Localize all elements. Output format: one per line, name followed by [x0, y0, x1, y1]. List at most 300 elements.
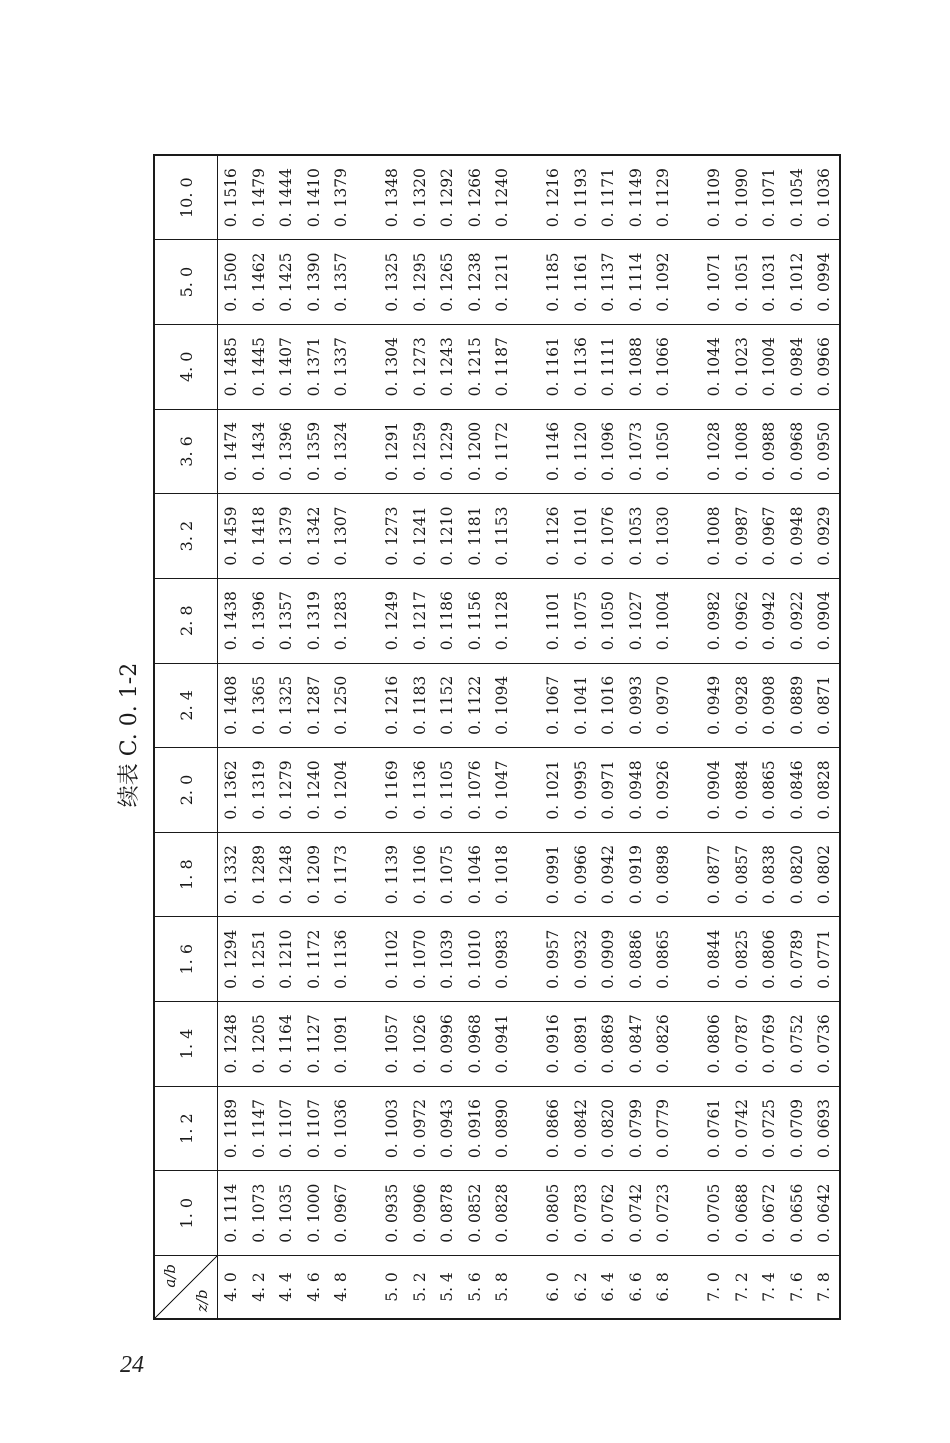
column-header: 1. 0	[154, 1171, 218, 1256]
table-cell: 0. 0723	[650, 1171, 678, 1256]
table-cell: 0. 1390	[301, 240, 329, 325]
row-header-z: 7. 2	[732, 1272, 751, 1302]
row-header-z: 5. 2	[410, 1272, 429, 1302]
table-cell: 0. 1181	[462, 494, 490, 579]
table-cell: 0. 0926	[650, 748, 678, 833]
table-cell: 0. 0742	[729, 1086, 757, 1171]
table-cell: 0. 1136	[407, 748, 435, 833]
table-cell: 0. 1030	[650, 494, 678, 579]
table-cell: 0. 0884	[729, 748, 757, 833]
column-header: 3. 2	[154, 494, 218, 579]
table-cell: 0. 1012	[784, 240, 812, 325]
table-cell: 0. 1091	[328, 1002, 356, 1087]
table-cell: 0. 1266	[462, 155, 490, 240]
table-cell: 0. 0806	[701, 1002, 729, 1087]
table-cell: 0. 1044	[701, 324, 729, 409]
row-header-z: 5. 6	[465, 1272, 484, 1302]
table-row	[489, 155, 517, 1319]
table-cell: 0. 0787	[729, 1002, 757, 1087]
table-cell: 0. 1090	[729, 155, 757, 240]
table-cell: 0. 0972	[407, 1086, 435, 1171]
table-row	[407, 155, 435, 1319]
table-cell: 0. 1240	[301, 748, 329, 833]
table-cell: 0. 1445	[246, 324, 274, 409]
table-body	[218, 155, 840, 1319]
table-cell: 0. 0820	[595, 1086, 623, 1171]
table-cell: 0. 1444	[273, 155, 301, 240]
table-cell: 0. 1292	[434, 155, 462, 240]
table-cell: 0. 0783	[568, 1171, 596, 1256]
table-cell: 0. 0966	[568, 832, 596, 917]
table-cell: 0. 0844	[701, 917, 729, 1002]
table-row	[756, 155, 784, 1319]
row-header-z: 4. 8	[332, 1272, 351, 1302]
row-header-z: 4. 6	[304, 1272, 323, 1302]
table-header-row	[154, 155, 218, 1319]
table-row	[434, 155, 462, 1319]
table-cell: 0. 0994	[811, 240, 840, 325]
row-header-z: 5. 4	[438, 1272, 457, 1302]
table-cell: 0. 0789	[784, 917, 812, 1002]
table-cell: 0. 1051	[729, 240, 757, 325]
table-cell: 0. 1250	[328, 663, 356, 748]
table-cell: 0. 1479	[246, 155, 274, 240]
table-cell: 0. 0889	[784, 663, 812, 748]
table-cell: 0. 1106	[407, 832, 435, 917]
table-cell: 0. 0847	[623, 1002, 651, 1087]
table-row	[701, 155, 729, 1319]
table-cell: 0. 1408	[218, 663, 246, 748]
table-cell: 0. 1094	[489, 663, 517, 748]
table-cell: 0. 0736	[811, 1002, 840, 1087]
table-cell: 0. 0942	[595, 832, 623, 917]
table-cell: 0. 0890	[489, 1086, 517, 1171]
table-cell: 0. 1071	[756, 155, 784, 240]
table-cell: 0. 1304	[379, 324, 407, 409]
table-row	[218, 155, 246, 1319]
table-cell: 0. 1161	[568, 240, 596, 325]
row-header-z: 7. 8	[815, 1272, 834, 1302]
row-header-z: 4. 2	[249, 1272, 268, 1302]
corner-label-ab: a/b	[161, 1264, 179, 1288]
table-cell: 0. 0642	[811, 1171, 840, 1256]
table-cell: 0. 1146	[540, 409, 568, 494]
table-cell: 0. 1164	[273, 1002, 301, 1087]
table-cell: 0. 1008	[701, 494, 729, 579]
row-header-z: 4. 4	[277, 1272, 296, 1302]
table-row	[784, 155, 812, 1319]
table-row	[568, 155, 596, 1319]
table-cell: 0. 0826	[650, 1002, 678, 1087]
row-header-z: 7. 6	[787, 1272, 806, 1302]
table-cell: 0. 0898	[650, 832, 678, 917]
table-cell: 0. 1243	[434, 324, 462, 409]
table-cell: 0. 1147	[246, 1086, 274, 1171]
table-cell: 0. 0771	[811, 917, 840, 1002]
table-row	[650, 155, 678, 1319]
table-cell: 0. 1365	[246, 663, 274, 748]
table-cell: 0. 1070	[407, 917, 435, 1002]
table-cell: 0. 1101	[568, 494, 596, 579]
table-cell: 0. 1004	[650, 578, 678, 663]
group-spacer-row	[356, 155, 379, 1319]
table-cell: 0. 0806	[756, 917, 784, 1002]
row-header-z: 6. 8	[654, 1272, 673, 1302]
column-header: 1. 4	[154, 1002, 218, 1087]
table-cell: 0. 1359	[301, 409, 329, 494]
table-cell: 0. 1204	[328, 748, 356, 833]
table-cell: 0. 1152	[434, 663, 462, 748]
table-cell: 0. 1107	[273, 1086, 301, 1171]
table-cell: 0. 1010	[462, 917, 490, 1002]
table-cell: 0. 1028	[701, 409, 729, 494]
table-row	[273, 155, 301, 1319]
coefficient-table	[153, 154, 841, 1320]
table-cell: 0. 1076	[595, 494, 623, 579]
column-header: 1. 8	[154, 832, 218, 917]
table-cell: 0. 0922	[784, 578, 812, 663]
table-cell: 0. 0877	[701, 832, 729, 917]
table-cell: 0. 1283	[328, 578, 356, 663]
table-cell: 0. 1031	[756, 240, 784, 325]
row-header-z: 6. 4	[599, 1272, 618, 1302]
column-header: 2. 4	[154, 663, 218, 748]
table-cell: 0. 0805	[540, 1171, 568, 1256]
table-cell: 0. 1215	[462, 324, 490, 409]
table-cell: 0. 0948	[623, 748, 651, 833]
table-cell: 0. 0991	[540, 832, 568, 917]
table-cell: 0. 1075	[434, 832, 462, 917]
table-cell: 0. 1291	[379, 409, 407, 494]
table-cell: 0. 1046	[462, 832, 490, 917]
table-cell: 0. 1289	[246, 832, 274, 917]
table-cell: 0. 1136	[328, 917, 356, 1002]
table-cell: 0. 1229	[434, 409, 462, 494]
table-cell: 0. 1407	[273, 324, 301, 409]
table-cell: 0. 0966	[811, 324, 840, 409]
table-cell: 0. 1111	[595, 324, 623, 409]
table-cell: 0. 1153	[489, 494, 517, 579]
table-cell: 0. 1122	[462, 663, 490, 748]
table-cell: 0. 1294	[218, 917, 246, 1002]
table-cell: 0. 0971	[595, 748, 623, 833]
table-cell: 0. 1396	[246, 578, 274, 663]
table-cell: 0. 1114	[218, 1171, 246, 1256]
table-cell: 0. 1500	[218, 240, 246, 325]
table-cell: 0. 1396	[273, 409, 301, 494]
row-header-z: 5. 0	[382, 1272, 401, 1302]
table-cell: 0. 1027	[623, 578, 651, 663]
row-header-z: 6. 2	[571, 1272, 590, 1302]
table-title: 续表 C. 0. 1-2	[117, 662, 142, 808]
table-cell: 0. 1003	[379, 1086, 407, 1171]
table-cell: 0. 0802	[811, 832, 840, 917]
table-cell: 0. 1320	[407, 155, 435, 240]
table-cell: 0. 1088	[623, 324, 651, 409]
table-cell: 0. 1205	[246, 1002, 274, 1087]
table-cell: 0. 1109	[701, 155, 729, 240]
table-cell: 0. 1129	[650, 155, 678, 240]
table-cell: 0. 0942	[756, 578, 784, 663]
table-cell: 0. 1096	[595, 409, 623, 494]
table-cell: 0. 1249	[379, 578, 407, 663]
table-cell: 0. 0820	[784, 832, 812, 917]
column-header: 3. 6	[154, 409, 218, 494]
table-row	[811, 155, 840, 1319]
table-cell: 0. 0983	[489, 917, 517, 1002]
table-cell: 0. 1050	[650, 409, 678, 494]
table-row	[729, 155, 757, 1319]
table-cell: 0. 0842	[568, 1086, 596, 1171]
table-cell: 0. 0878	[434, 1171, 462, 1256]
table-cell: 0. 1438	[218, 578, 246, 663]
table-cell: 0. 1127	[301, 1002, 329, 1087]
table-cell: 0. 1273	[407, 324, 435, 409]
table-cell: 0. 1287	[301, 663, 329, 748]
table-cell: 0. 0672	[756, 1171, 784, 1256]
table-cell: 0. 0908	[756, 663, 784, 748]
table-cell: 0. 1021	[540, 748, 568, 833]
table-cell: 0. 0693	[811, 1086, 840, 1171]
table-row	[595, 155, 623, 1319]
row-header-z: 5. 8	[493, 1272, 512, 1302]
table-cell: 0. 0909	[595, 917, 623, 1002]
table-cell: 0. 0838	[756, 832, 784, 917]
table-cell: 0. 1187	[489, 324, 517, 409]
table-cell: 0. 0656	[784, 1171, 812, 1256]
table-cell: 0. 1004	[756, 324, 784, 409]
table-cell: 0. 0957	[540, 917, 568, 1002]
table-cell: 0. 1200	[462, 409, 490, 494]
table-cell: 0. 1054	[784, 155, 812, 240]
table-cell: 0. 1161	[540, 324, 568, 409]
table-cell: 0. 1211	[489, 240, 517, 325]
table-cell: 0. 1325	[273, 663, 301, 748]
table-cell: 0. 1067	[540, 663, 568, 748]
table-cell: 0. 1057	[379, 1002, 407, 1087]
table-cell: 0. 0871	[811, 663, 840, 748]
table-row	[379, 155, 407, 1319]
table-cell: 0. 0866	[540, 1086, 568, 1171]
group-spacer-row	[517, 155, 540, 1319]
table-cell: 0. 0828	[489, 1171, 517, 1256]
table-cell: 0. 1107	[301, 1086, 329, 1171]
table-cell: 0. 1379	[273, 494, 301, 579]
table-cell: 0. 1516	[218, 155, 246, 240]
table-cell: 0. 1189	[218, 1086, 246, 1171]
table-cell: 0. 1102	[379, 917, 407, 1002]
table-cell: 0. 1216	[379, 663, 407, 748]
table-cell: 0. 1036	[811, 155, 840, 240]
row-header-z: 6. 0	[543, 1272, 562, 1302]
table-cell: 0. 0948	[784, 494, 812, 579]
table-cell: 0. 1240	[489, 155, 517, 240]
table-cell: 0. 0919	[623, 832, 651, 917]
table-cell: 0. 1265	[434, 240, 462, 325]
table-cell: 0. 1186	[434, 578, 462, 663]
column-header: 5. 0	[154, 240, 218, 325]
table-cell: 0. 1474	[218, 409, 246, 494]
table-cell: 0. 1071	[701, 240, 729, 325]
table-cell: 0. 1101	[540, 578, 568, 663]
table-row	[328, 155, 356, 1319]
table-cell: 0. 1026	[407, 1002, 435, 1087]
corner-header-cell	[154, 1256, 218, 1320]
table-cell: 0. 1418	[246, 494, 274, 579]
table-cell: 0. 1259	[407, 409, 435, 494]
table-row	[301, 155, 329, 1319]
table-cell: 0. 0916	[540, 1002, 568, 1087]
column-header: 1. 6	[154, 917, 218, 1002]
table-cell: 0. 1342	[301, 494, 329, 579]
row-header-z: 7. 4	[760, 1272, 779, 1302]
table-cell: 0. 1036	[328, 1086, 356, 1171]
table-cell: 0. 0852	[462, 1171, 490, 1256]
table-cell: 0. 0988	[756, 409, 784, 494]
table-cell: 0. 1332	[218, 832, 246, 917]
table-cell: 0. 0846	[784, 748, 812, 833]
table-cell: 0. 1066	[650, 324, 678, 409]
table-cell: 0. 1324	[328, 409, 356, 494]
table-cell: 0. 1379	[328, 155, 356, 240]
table-cell: 0. 0857	[729, 832, 757, 917]
row-header-z: 6. 6	[626, 1272, 645, 1302]
column-header: 2. 0	[154, 748, 218, 833]
table-cell: 0. 0984	[784, 324, 812, 409]
column-header: 2. 8	[154, 578, 218, 663]
table-cell: 0. 0993	[623, 663, 651, 748]
table-cell: 0. 1273	[379, 494, 407, 579]
table-cell: 0. 1357	[328, 240, 356, 325]
table-cell: 0. 0987	[729, 494, 757, 579]
table-cell: 0. 1238	[462, 240, 490, 325]
table-cell: 0. 1172	[489, 409, 517, 494]
table-cell: 0. 0968	[784, 409, 812, 494]
row-header-z: 4. 0	[222, 1272, 240, 1302]
table-cell: 0. 1193	[568, 155, 596, 240]
table-cell: 0. 0916	[462, 1086, 490, 1171]
table-cell: 0. 0943	[434, 1086, 462, 1171]
table-cell: 0. 1216	[540, 155, 568, 240]
table-cell: 0. 1075	[568, 578, 596, 663]
table-cell: 0. 1251	[246, 917, 274, 1002]
table-cell: 0. 0904	[811, 578, 840, 663]
table-row	[623, 155, 651, 1319]
table-cell: 0. 1041	[568, 663, 596, 748]
corner-label-zb: z/b	[193, 1289, 211, 1312]
table-cell: 0. 1279	[273, 748, 301, 833]
table-cell: 0. 0929	[811, 494, 840, 579]
table-cell: 0. 0968	[462, 1002, 490, 1087]
table-cell: 0. 0769	[756, 1002, 784, 1087]
table-cell: 0. 1434	[246, 409, 274, 494]
table-cell: 0. 0779	[650, 1086, 678, 1171]
table-cell: 0. 0799	[623, 1086, 651, 1171]
table-cell: 0. 0865	[756, 748, 784, 833]
table-cell: 0. 0932	[568, 917, 596, 1002]
table-cell: 0. 1319	[301, 578, 329, 663]
table-cell: 0. 1139	[379, 832, 407, 917]
table-cell: 0. 1348	[379, 155, 407, 240]
table-cell: 0. 0950	[811, 409, 840, 494]
table-cell: 0. 1035	[273, 1171, 301, 1256]
table-cell: 0. 1023	[729, 324, 757, 409]
table-cell: 0. 0825	[729, 917, 757, 1002]
table-cell: 0. 1485	[218, 324, 246, 409]
table-cell: 0. 1319	[246, 748, 274, 833]
table-cell: 0. 1248	[218, 1002, 246, 1087]
table-cell: 0. 0705	[701, 1171, 729, 1256]
table-cell: 0. 1325	[379, 240, 407, 325]
table-cell: 0. 1185	[540, 240, 568, 325]
table-cell: 0. 1362	[218, 748, 246, 833]
table-cell: 0. 1172	[301, 917, 329, 1002]
table-cell: 0. 0941	[489, 1002, 517, 1087]
table-cell: 0. 1371	[301, 324, 329, 409]
group-spacer-row	[678, 155, 701, 1319]
table-cell: 0. 1171	[595, 155, 623, 240]
table-cell: 0. 0752	[784, 1002, 812, 1087]
row-header-z: 7. 0	[704, 1272, 723, 1302]
table-cell: 0. 1053	[623, 494, 651, 579]
table-cell: 0. 1149	[623, 155, 651, 240]
table-cell: 0. 1076	[462, 748, 490, 833]
table-cell: 0. 1241	[407, 494, 435, 579]
table-cell: 0. 1105	[434, 748, 462, 833]
table-cell: 0. 1357	[273, 578, 301, 663]
table-cell: 0. 1008	[729, 409, 757, 494]
table-cell: 0. 1217	[407, 578, 435, 663]
table-cell: 0. 0762	[595, 1171, 623, 1256]
table-cell: 0. 1136	[568, 324, 596, 409]
table-cell: 0. 0982	[701, 578, 729, 663]
table-cell: 0. 1128	[489, 578, 517, 663]
page-number: 24	[120, 1352, 144, 1378]
table-cell: 0. 0967	[756, 494, 784, 579]
table-cell: 0. 0886	[623, 917, 651, 1002]
table-cell: 0. 0828	[811, 748, 840, 833]
table-cell: 0. 1459	[218, 494, 246, 579]
table-cell: 0. 1337	[328, 324, 356, 409]
column-header: 1. 2	[154, 1086, 218, 1171]
rotated-table-block	[115, 150, 846, 1320]
table-cell: 0. 1248	[273, 832, 301, 917]
table-cell: 0. 1210	[434, 494, 462, 579]
table-cell: 0. 1137	[595, 240, 623, 325]
table-cell: 0. 1307	[328, 494, 356, 579]
table-cell: 0. 0906	[407, 1171, 435, 1256]
table-cell: 0. 1295	[407, 240, 435, 325]
table-cell: 0. 1156	[462, 578, 490, 663]
table-cell: 0. 1210	[273, 917, 301, 1002]
table-cell: 0. 0967	[328, 1171, 356, 1256]
table-cell: 0. 1050	[595, 578, 623, 663]
table-cell: 0. 1073	[623, 409, 651, 494]
table-cell: 0. 1000	[301, 1171, 329, 1256]
table-cell: 0. 0709	[784, 1086, 812, 1171]
table-cell: 0. 0688	[729, 1171, 757, 1256]
table-cell: 0. 0725	[756, 1086, 784, 1171]
table-cell: 0. 1016	[595, 663, 623, 748]
column-header: 10. 0	[154, 155, 218, 240]
table-cell: 0. 0891	[568, 1002, 596, 1087]
table-cell: 0. 1169	[379, 748, 407, 833]
table-cell: 0. 0995	[568, 748, 596, 833]
table-cell: 0. 0970	[650, 663, 678, 748]
table-cell: 0. 1073	[246, 1171, 274, 1256]
column-header: 4. 0	[154, 324, 218, 409]
table-cell: 0. 0928	[729, 663, 757, 748]
